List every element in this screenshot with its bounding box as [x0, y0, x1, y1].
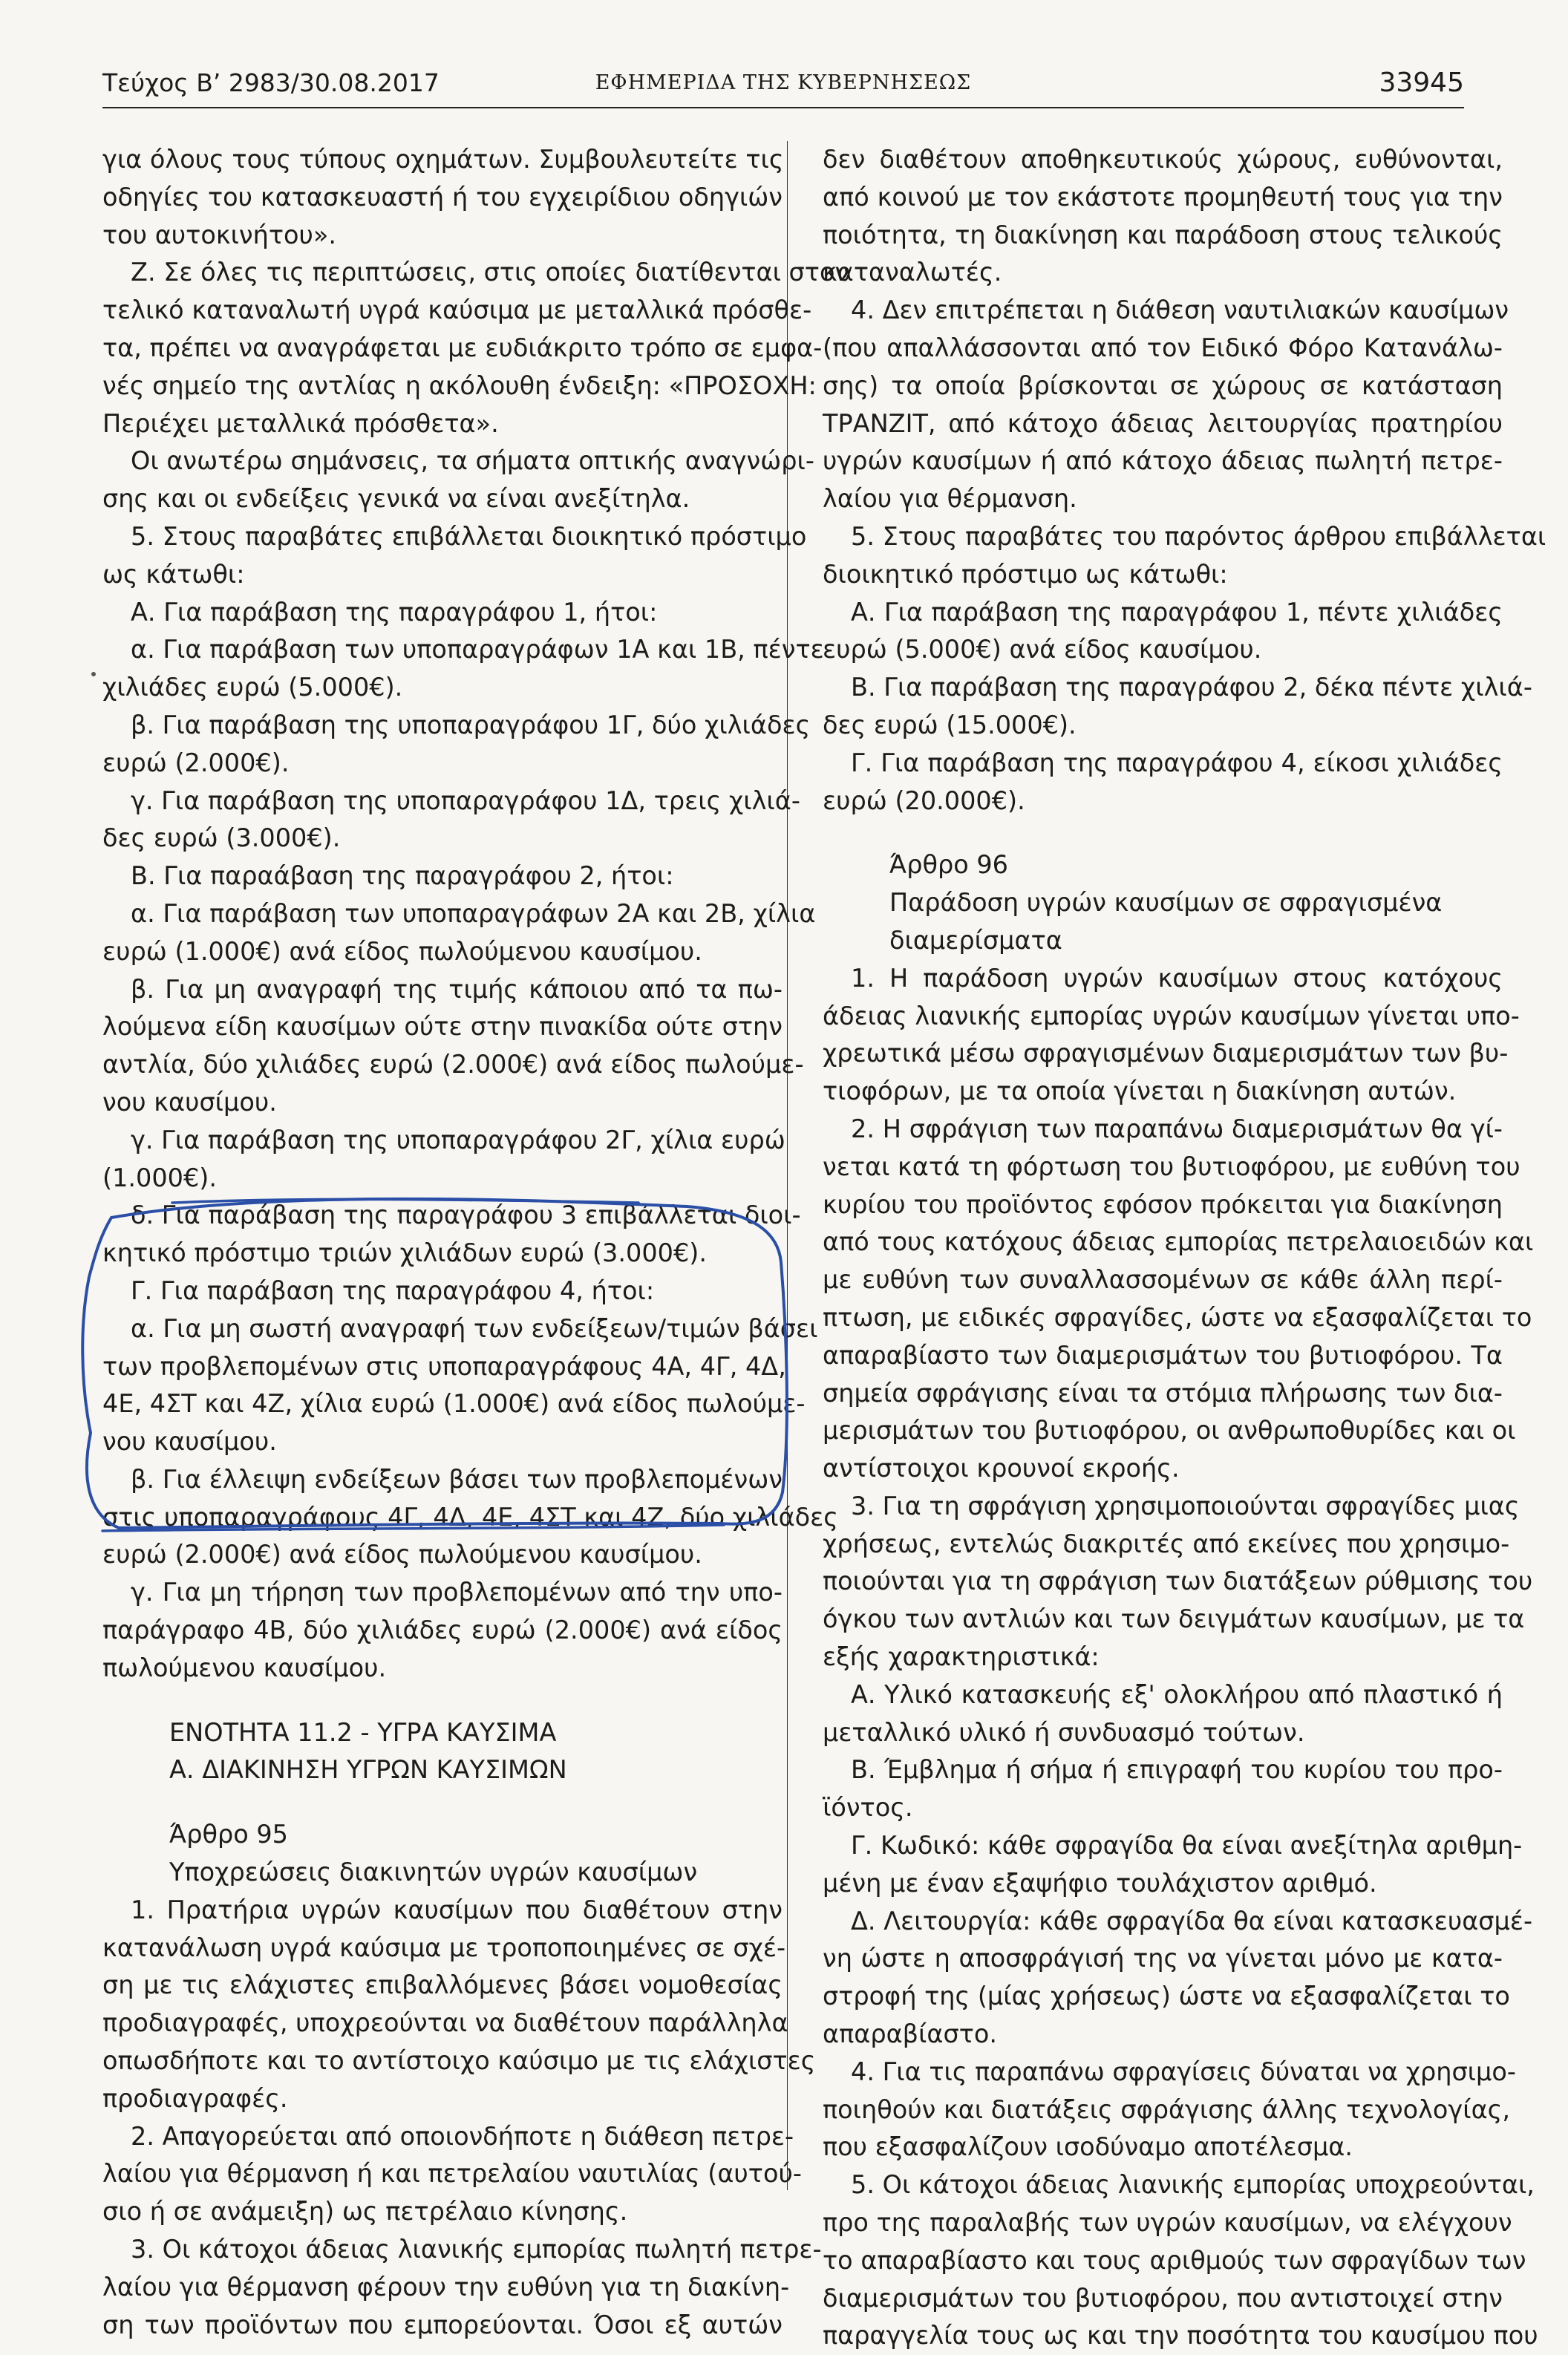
text-line: του αυτοκινήτου».	[102, 220, 337, 249]
text-line: προ της παραλαβής των υγρών καυσίμων, να ελέγχουν	[823, 2208, 1512, 2238]
text-line: 5. Στους παραβάτες επιβάλλεται διοικητικό πρόστιμο	[131, 521, 807, 551]
text-line: στροφή της (μίας χρήσεως) ώστε να εξασφαλίζεται το	[823, 1982, 1510, 2011]
text-line: τιοφόρων, με τα οποία γίνεται η διακίνηση αυτών.	[823, 1077, 1457, 1106]
text-line: ΤΡΑΝΖΙΤ, από κάτοχο άδειας λειτουργίας πρατηρίου	[823, 408, 1503, 438]
text-line: λούμενα είδη καυσίμων ούτε στην πινακίδα ούτε στην	[102, 1012, 783, 1042]
text-line: προδιαγραφές.	[102, 2083, 288, 2113]
text-line: β. Για έλλειψη ενδείξεων βάσει των προβλεπομένων	[131, 1464, 783, 1494]
text-line: παραγγελία τους ως και την ποσότητα του καυσίμου που	[823, 2321, 1538, 2351]
text-line: απαραβίαστο των διαμερισμάτων του βυτιοφόρου. Τα	[823, 1340, 1503, 1370]
text-line: 5. Στους παραβάτες του παρόντος άρθρου επιβάλλεται	[851, 521, 1546, 551]
text-line: δ. Για παράβαση της παραγράφου 3 επιβάλλεται διοι-	[131, 1201, 801, 1230]
text-line: σης και οι ενδείξεις γενικά να είναι ανεξίτηλα.	[102, 484, 690, 514]
text-line: (1.000€).	[102, 1163, 218, 1192]
page-number: 33945	[1379, 68, 1464, 98]
text-line: α. Για παράβαση των υποπαραγράφων 2Α και 2Β, χίλια	[131, 898, 816, 928]
left-column	[102, 141, 849, 2344]
text-line: 3. Οι κάτοχοι άδειας λιανικής εμπορίας πωλητή πετρε-	[131, 2235, 822, 2264]
text-line: γ. Για παράβαση της υποπαραγράφου 1Δ, τρεις χιλιά-	[131, 785, 800, 815]
text-line: από τους κατόχους άδειας εμπορίας πετρελαιοειδών και	[823, 1227, 1534, 1257]
text-line: 1. Πρατήρια υγρών καυσίμων που διαθέτουν στην	[131, 1895, 783, 1924]
text-line: προδιαγραφές, υποχρεούνται να διαθέτουν παράλληλα	[102, 2008, 788, 2038]
text-line: οπωσδήποτε και το αντίστοιχο καύσιμο με τις ελάχιστες	[102, 2046, 816, 2076]
text-line: για όλους τους τύπους οχημάτων. Συμβουλευτείτε τις	[102, 145, 784, 174]
text-line: 2. Απαγορεύεται από οποιονδήποτε η διάθεση πετρε-	[131, 2121, 794, 2151]
text-line: διοικητικό πρόστιμο ως κάτωθι:	[823, 559, 1228, 589]
subsection-heading: Α. ΔΙΑΚΙΝΗΣΗ ΥΓΡΩΝ ΚΑΥΣΙΜΩΝ	[169, 1755, 567, 1785]
text-line: πτωση, με ειδικές σφραγίδες, ώστε να εξασφαλίζεται το	[823, 1302, 1532, 1332]
text-line: Γ. Κωδικό: κάθε σφραγίδα θα είναι ανεξίτηλα αριθμη-	[851, 1831, 1523, 1861]
issue-number: Τεύχος Β’ 2983/30.08.2017	[102, 68, 440, 97]
text-line: 5. Οι κάτοχοι άδειας λιανικής εμπορίας υποχρεούνται,	[851, 2170, 1535, 2200]
text-line: μεταλλικό υλικό ή συνδυασμό τούτων.	[823, 1717, 1305, 1747]
text-line: ϊόντος.	[823, 1793, 913, 1823]
text-line: Α. Για παράβαση της παραγράφου 1, πέντε χιλιάδες	[851, 597, 1503, 627]
text-line: ευρώ (2.000€).	[102, 748, 290, 777]
text-line: Ζ. Σε όλες τις περιπτώσεις, στις οποίες διατίθενται στον	[131, 258, 849, 287]
text-line: Α. Για παράβαση της παραγράφου 1, ήτοι:	[131, 597, 658, 627]
text-line: δες ευρώ (15.000€).	[823, 710, 1077, 739]
text-line: τελικό καταναλωτή υγρά καύσιμα με μεταλλικά πρόσθε-	[102, 295, 812, 325]
text-line: δες ευρώ (3.000€).	[102, 823, 341, 853]
text-line: εξής χαρακτηριστικά:	[823, 1642, 1100, 1672]
text-line: καταναλωτές.	[823, 258, 1002, 287]
text-line: Β. Για παράβαση της παραγράφου 2, δέκα πέντε χιλιά-	[851, 673, 1532, 702]
text-line: διαμερισμάτων του βυτιοφόρου, που αντιστοιχεί στην	[823, 2283, 1503, 2313]
text-line: νου καυσίμου.	[102, 1087, 277, 1117]
text-line: ως κάτωθι:	[102, 559, 245, 589]
text-line: νου καυσίμου.	[102, 1427, 277, 1457]
text-line: 3. Για τη σφράγιση χρησιμοποιούνται σφραγίδες μιας	[851, 1491, 1520, 1521]
text-line: πωλούμενου καυσίμου.	[102, 1653, 387, 1682]
text-line: χρεωτικά μέσω σφραγισμένων διαμερισμάτων των βυ-	[823, 1039, 1509, 1068]
text-line: Γ. Για παράβαση της παραγράφου 4, ήτοι:	[131, 1276, 655, 1305]
right-column	[823, 141, 1546, 2355]
text-line: 1. Η παράδοση υγρών καυσίμων στους κατόχους	[851, 963, 1503, 993]
text-line: χρήσεως, εντελώς διακριτές από εκείνες που χρησιμο-	[823, 1529, 1510, 1558]
text-line: β. Για μη αναγραφή της τιμής κάποιου από τα πω-	[131, 974, 783, 1004]
text-line: των προβλεπομένων στις υποπαραγράφους 4Α, 4Γ, 4Δ,	[102, 1351, 786, 1381]
text-line: σημεία σφράγισης είναι τα στόμια πλήρωσης των δια-	[823, 1378, 1503, 1408]
text-line: α. Για παράβαση των υποπαραγράφων 1Α και 1Β, πέντε	[131, 635, 824, 664]
text-line: αντίστοιχοι κρουνοί εκροής.	[823, 1454, 1180, 1483]
text-line: ευρώ (20.000€).	[823, 785, 1025, 815]
text-line: χιλιάδες ευρώ (5.000€).	[102, 673, 403, 702]
text-line: 2. Η σφράγιση των παραπάνω διαμερισμάτων θα γί-	[851, 1114, 1503, 1143]
text-line: β. Για παράβαση της υποπαραγράφου 1Γ, δύο χιλιάδες	[131, 710, 811, 739]
text-line: (που απαλλάσσονται από τον Ειδικό Φόρο Κατανάλω-	[823, 333, 1503, 362]
text-line: στις υποπαραγράφους 4Γ, 4Δ, 4Ε, 4ΣΤ και 4Ζ, δύο χιλιάδες	[102, 1502, 838, 1532]
text-line: με ευθύνη των συναλλασσομένων σε κάθε άλλη περί-	[823, 1265, 1503, 1295]
text-line: από κοινού με τον εκάστοτε προμηθευτή τους για την	[823, 182, 1503, 212]
text-line: Οι ανωτέρω σημάνσεις, τα σήματα οπτικής αναγνώρι-	[131, 446, 814, 476]
text-line: Β. Για παραάβαση της παραγράφου 2, ήτοι:	[131, 861, 674, 891]
text-line: γ. Για παράβαση της υποπαραγράφου 2Γ, χίλια ευρώ	[131, 1125, 785, 1154]
text-line: αντλία, δύο χιλιάδες ευρώ (2.000€) ανά είδος πωλούμε-	[102, 1050, 804, 1079]
article-title: διαμερίσματα	[889, 925, 1062, 955]
page-header	[102, 68, 1464, 108]
pen-mark	[91, 672, 96, 676]
text-line: ευρώ (1.000€) ανά είδος πωλούμενου καυσίμου.	[102, 936, 702, 966]
text-line: ση των προϊόντων που εμπορεύονται. Όσοι εξ αυτών	[102, 2310, 783, 2339]
article-number: Άρθρο 96	[889, 850, 1008, 880]
text-line: τα, πρέπει να αναγράφεται με ευδιάκριτο τρόπο σε εμφα-	[102, 333, 823, 362]
text-line: ποιηθούν και διατάξεις σφράγισης άλλης τεχνολογίας,	[823, 2094, 1510, 2124]
text-line: υγρών καυσίμων ή από κάτοχο άδειας πωλητή πετρε-	[823, 446, 1503, 476]
text-line: απαραβίαστο.	[823, 2019, 998, 2049]
text-line: 4Ε, 4ΣΤ και 4Ζ, χίλια ευρώ (1.000€) ανά είδος πωλούμε-	[102, 1389, 806, 1419]
text-line: γ. Για μη τήρηση των προβλεπομένων από την υπο-	[131, 1578, 783, 1607]
article-title: Υποχρεώσεις διακινητών υγρών καυσίμων	[169, 1858, 698, 1887]
text-line: ση με τις ελάχιστες επιβαλλόμενες βάσει νομοθεσίας	[102, 1970, 783, 2000]
text-line: μένη με έναν εξαψήφιο τουλάχιστον αριθμό.	[823, 1868, 1377, 1898]
text-line: Γ. Για παράβαση της παραγράφου 4, είκοσι χιλιάδες	[851, 748, 1503, 777]
text-line: σης) τα οποία βρίσκονται σε χώρους σε κατάσταση	[823, 370, 1503, 400]
gazette-title: ΕΦΗΜΕΡΙΔΑ ΤΗΣ ΚΥΒΕΡΝΗΣΕΩΣ	[595, 71, 972, 94]
text-line: νεται κατά τη φόρτωση του βυτιοφόρου, με ευθύνη του	[823, 1152, 1520, 1181]
text-line: λαίου για θέρμανση φέρουν την ευθύνη για τη διακίνη-	[102, 2272, 790, 2302]
text-line: Περιέχει μεταλλικά πρόσθετα».	[102, 408, 499, 438]
text-line: οδηγίες του κατασκευαστή ή του εγχειρίδιου οδηγιών	[102, 182, 783, 212]
text-line: 4. Δεν επιτρέπεται η διάθεση ναυτιλιακών καυσίμων	[851, 295, 1509, 325]
text-line: σιο ή σε ανάμειξη) ως πετρέλαιο κίνησης.	[102, 2197, 628, 2227]
text-line: δεν διαθέτουν αποθηκευτικούς χώρους, ευθύνονται,	[823, 145, 1503, 174]
text-line: ευρώ (5.000€) ανά είδος καυσίμου.	[823, 635, 1262, 664]
text-line: όγκου των αντλιών και των δειγμάτων καυσίμων, με τα	[823, 1604, 1525, 1634]
text-line: λαίου για θέρμανση.	[823, 484, 1077, 514]
text-line: νη ώστε η αποσφράγισή της να γίνεται μόνο με κατα-	[823, 1944, 1503, 1973]
section-heading: ΕΝΟΤΗΤΑ 11.2 - ΥΓΡΑ ΚΑΥΣΙΜΑ	[169, 1717, 557, 1747]
text-line: Α. Υλικό κατασκευής εξ' ολοκλήρου από πλαστικό ή	[851, 1679, 1503, 1709]
header-rule	[102, 107, 1464, 108]
text-line: α. Για μη σωστή αναγραφή των ενδείξεων/τιμών βάσει	[131, 1313, 818, 1343]
text-line: λαίου για θέρμανση ή και πετρελαίου ναυτιλίας (αυτού-	[102, 2159, 802, 2189]
text-line: παράγραφο 4Β, δύο χιλιάδες ευρώ (2.000€) ανά είδος	[102, 1616, 783, 1645]
text-line: ποιότητα, τη διακίνηση και παράδοση στους τελικούς	[823, 220, 1503, 249]
text-line: Δ. Λειτουργία: κάθε σφραγίδα θα είναι κατασκευασμέ-	[851, 1906, 1533, 1936]
text-line: κυρίου του προϊόντος εφόσον πρόκειται για διακίνηση	[823, 1189, 1503, 1219]
text-line: κητικό πρόστιμο τριών χιλιάδων ευρώ (3.000€).	[102, 1238, 707, 1268]
text-line: άδειας λιανικής εμπορίας υγρών καυσίμων γίνεται υπο-	[823, 1001, 1520, 1030]
text-line: που εξασφαλίζουν ισοδύναμο αποτέλεσμα.	[823, 2132, 1353, 2162]
text-line: Β. Έμβλημα ή σήμα ή επιγραφή του κυρίου του προ-	[851, 1755, 1503, 1785]
article-title: Παράδοση υγρών καυσίμων σε σφραγισμένα	[889, 888, 1443, 918]
text-line: το απαραβίαστο και τους αριθμούς των σφραγίδων των	[823, 2245, 1526, 2275]
text-line: μερισμάτων του βυτιοφόρου, οι ανθρωποθυρίδες και οι	[823, 1416, 1516, 1446]
article-number: Άρθρο 95	[169, 1820, 288, 1849]
text-line: κατανάλωση υγρά καύσιμα με τροποποιημένες σε σχέ-	[102, 1933, 786, 1962]
text-line: νές σημείο της αντλίας η ακόλουθη ένδειξη: «ΠΡΟΣΟΧΗ:	[102, 370, 817, 400]
text-line: ποιούνται για τη σφράγιση των διατάξεων ρύθμισης του	[823, 1567, 1533, 1596]
text-line: 4. Για τις παραπάνω σφραγίσεις δύναται να χρησιμο-	[851, 2057, 1516, 2086]
text-line: ευρώ (2.000€) ανά είδος πωλούμενου καυσίμου.	[102, 1540, 702, 1570]
